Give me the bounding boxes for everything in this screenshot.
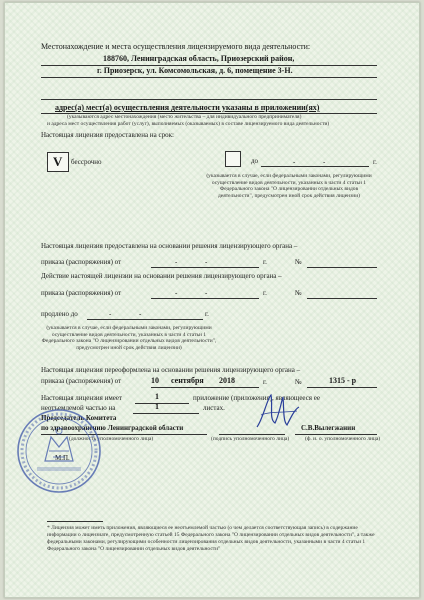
appendix-suffix: приложение (приложения), являющееся ее (193, 394, 320, 402)
extension-note: (указывается в случае, если федеральными законами, регулирующими осуществление видов деятельности, указанных в части 4 статьи 1 Федерального закона "О лицензировании отдельных видов деятельности", предусмотрен иной срок действия лицензии) (41, 325, 217, 351)
underline (261, 166, 369, 167)
term-date-checkbox (225, 151, 241, 167)
number-sign: № (295, 378, 302, 386)
license-sheet (4, 2, 420, 598)
dash: - (323, 158, 326, 166)
basis-order-label: приказа (распоряжения) от (41, 258, 122, 266)
footnote-text: * Лицензия может иметь приложения, являющиеся ее неотъемлемой частью (о чем делается соответствующая запись) в содержание информации о лицензиате, предусмотренную статьей 15 Федерального закона "О лицензировании отдельных видов деятельности", а также федеральными законами, регулирующими особенности лицензирования отдельных видов деятельности, указанными в части 4 статьи 1 Федерального закона "О лицензировании отдельных видов деятельности" (47, 525, 375, 552)
location-hint-1: (указываются адрес местонахождения (место жительства – для индивидуального предпринимателя) (67, 114, 302, 120)
underline (41, 77, 377, 78)
prolonged-label: продлено до (41, 310, 78, 318)
annex-line: адрес(а) мест(а) осуществления деятельности указаны в приложении(ях) (55, 103, 320, 112)
reissue-label: Настоящая лицензия переоформлена на основании решения лицензирующего органа – (41, 366, 301, 374)
caption-name: (ф. и. о. уполномоченного лица) (305, 436, 381, 442)
reissue-day: 10 (151, 376, 159, 385)
caption-signature: (подпись уполномоченного лица) (211, 436, 290, 442)
year-suffix: г. (263, 289, 267, 297)
location-line-2: г. Приозерск, ул. Комсомольская, д. 6, помещение 3-Н. (97, 66, 293, 75)
reissue-number: 1315 - р (329, 376, 357, 385)
appendix-sheets: 1 (155, 402, 159, 411)
term-unlimited: бессрочно (71, 158, 102, 166)
signatory-title-2: по здравоохранению Ленинградской области (41, 424, 184, 432)
term-label: Настоящая лицензия предоставлена на срок: (41, 131, 174, 139)
integral-label: неотъемлемой частью на (41, 404, 116, 412)
location-line-1: 188760, Ленинградская область, Приозерский район, (103, 54, 295, 63)
extension-order-label: приказа (распоряжения) от (41, 289, 122, 297)
seal-stamp (15, 407, 103, 495)
underline (133, 413, 199, 414)
dash: - (175, 258, 178, 266)
underline (307, 387, 377, 388)
underline (151, 387, 259, 388)
reissue-month: сентября (171, 376, 204, 385)
appendix-label: Настоящая лицензия имеет (41, 394, 123, 402)
appendix-count: 1 (155, 392, 159, 401)
number-sign: № (295, 289, 302, 297)
basis-label: Настоящая лицензия предоставлена на основании решения лицензирующего органа – (41, 242, 298, 250)
term-note: (указывается в случае, если федеральными законами, регулирующими осуществление видов деятельности, указанных в части 4 статьи 1 Федерального закона "О лицензировании отдельных видов деятельности", предусмотрен иной срок действия лицензии) (206, 173, 372, 199)
underline (307, 267, 377, 268)
dash: - (205, 289, 208, 297)
dash: - (205, 258, 208, 266)
location-heading: Местонахождение и места осуществления лицензируемого вида деятельности: (41, 42, 311, 51)
number-sign: № (295, 258, 302, 266)
dash: - (175, 289, 178, 297)
underline (87, 319, 203, 320)
location-hint-2: и адреса мест осуществления работ (услуг), выполняемых (оказываемых) в составе лицензируемого вида деятельности) (47, 121, 330, 127)
signature-graphic (253, 389, 303, 435)
dash: - (109, 310, 112, 318)
underline (295, 434, 377, 435)
underline (135, 403, 189, 404)
caption-position: (должность уполномоченного лица) (69, 436, 154, 442)
term-until: до (251, 157, 259, 165)
year-suffix: г. (373, 158, 377, 166)
year-suffix: г. (205, 310, 209, 318)
check-mark: V (53, 154, 63, 169)
underline (41, 99, 377, 100)
dash: - (139, 310, 142, 318)
year-suffix: г. (263, 258, 267, 266)
dash: - (293, 158, 296, 166)
extension-label: Действие настоящей лицензии на основании решения лицензирующего органа – (41, 272, 282, 280)
signatory-title-1: Председатель Комитета (41, 414, 117, 422)
reissue-year: 2018 (219, 376, 235, 385)
underline (151, 267, 259, 268)
underline (151, 298, 259, 299)
sheets-suffix: листах. (203, 404, 225, 412)
footnote-rule (47, 521, 103, 522)
seal-mark: М.П. (55, 454, 70, 462)
unlimited-checkbox (47, 152, 69, 172)
year-suffix: г. (263, 378, 267, 386)
signatory-name: С.В.Вылегжанин (301, 424, 356, 432)
reissue-order-label: приказа (распоряжения) от (41, 377, 122, 385)
underline (307, 298, 377, 299)
